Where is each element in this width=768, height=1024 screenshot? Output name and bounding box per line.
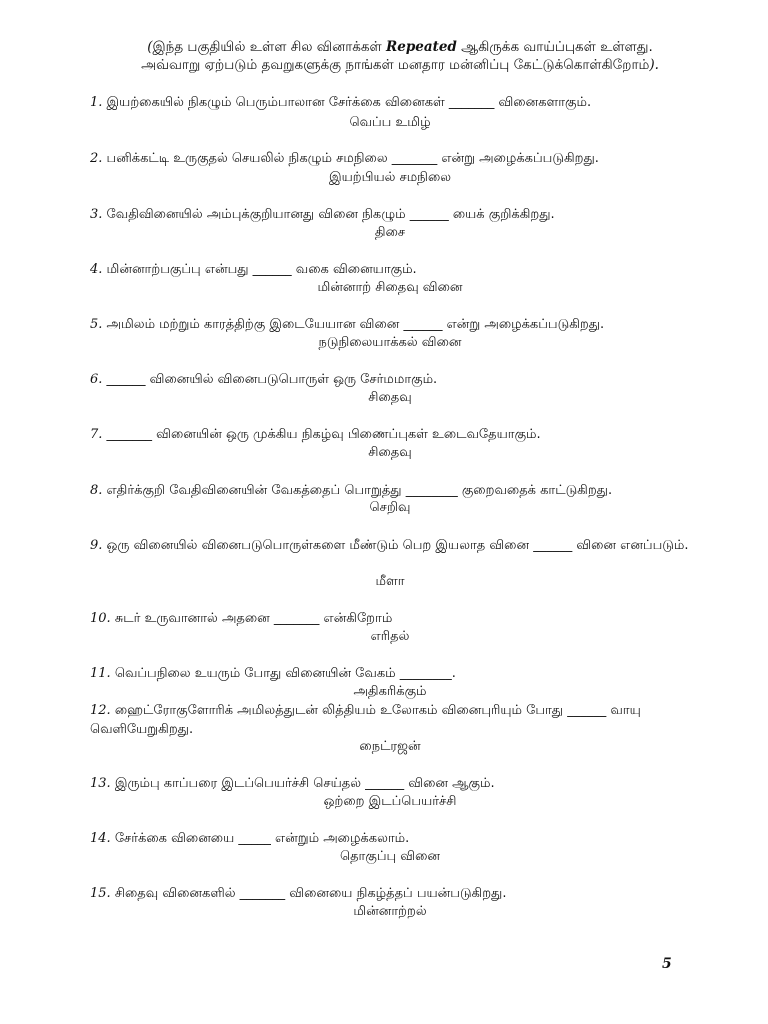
answer-11: அதிகரிக்கும் <box>353 684 427 699</box>
answer-15: மின்னாற்றல் <box>353 904 427 919</box>
answer-13: ஒற்றை இடப்பெயர்ச்சி <box>323 794 457 809</box>
disclaimer-text-1a: இந்த பகுதியில் உள்ள சில வினாக்கள் <box>152 39 387 55</box>
disclaimer-text-1b: ஆகிருக்க வாய்ப்புகள் உள்ளது. <box>456 39 653 55</box>
answer-9: மீளா <box>375 574 405 589</box>
question-number: 15. <box>90 886 111 901</box>
answer-5: நடுநிலையாக்கல் வினை <box>318 335 462 350</box>
question-number: 2. <box>90 151 103 166</box>
disclaimer-note <box>90 38 710 74</box>
question-text: மின்னாற்பகுப்பு என்பது ______ வகை வினையாகும். <box>102 262 417 277</box>
question-number: 12. <box>90 703 111 718</box>
question-text: ஹைட்ரோகுளோரிக் அமிலத்துடன் லித்தியம் உலோகம் வினைபுரியும் போது ______ வாயு வெளியேறுகிறது. <box>90 703 641 737</box>
question-number: 1. <box>90 95 103 110</box>
question-text: வெப்பநிலை உயரும் போது வினையின் வேகம் ________. <box>110 666 456 681</box>
question-text: சேர்க்கை வினையை _____ என்றும் அழைக்கலாம். <box>110 831 410 846</box>
question-number: 6. <box>90 372 103 387</box>
question-text: ______ வினையில் வினைபடுபொருள் ஒரு சேர்மமாகும். <box>102 372 438 387</box>
question-number: 8. <box>90 483 103 498</box>
disclaimer-line-1 <box>90 38 710 56</box>
answer-4: மின்னாற் சிதைவு வினை <box>317 280 463 295</box>
answer-8: செறிவு <box>369 500 411 515</box>
question-text: எதிர்க்குறி வேதிவினையின் வேகத்தைப் பொறுத்து ________ குறைவதைக் காட்டுகிறது. <box>102 483 613 498</box>
close-paren: ). <box>649 57 659 73</box>
question-15 <box>90 884 690 903</box>
answer-10: எரிதல் <box>370 629 410 644</box>
question-text: ஒரு வினையில் வினைபடுபொருள்களை மீண்டும் பெற இயலாத வினை ______ வினை எனப்படும். <box>102 538 689 553</box>
question-11 <box>90 664 690 683</box>
question-number: 11. <box>90 666 111 681</box>
question-text: வேதிவினையில் அம்புக்குறியானது வினை நிகழும் ______ யைக் குறிக்கிறது. <box>102 207 555 222</box>
question-number: 5. <box>90 317 103 332</box>
question-12 <box>90 701 690 739</box>
question-text: இயற்கையில் நிகழும் பெரும்பாலான சேர்க்கை வினைகள் _______ வினைகளாகும். <box>102 95 592 110</box>
answer-7: சிதைவு <box>368 445 412 460</box>
question-text: பனிக்கட்டி உருகுதல் செயலில் நிகழும் சமநிலை _______ என்று அழைக்கப்படுகிறது. <box>102 151 599 166</box>
question-number: 4. <box>90 262 103 277</box>
question-13 <box>90 774 690 793</box>
question-number: 10. <box>90 611 111 626</box>
answer-6: சிதைவு <box>368 390 412 405</box>
disclaimer-line-2 <box>90 56 710 74</box>
question-3 <box>90 205 690 224</box>
question-5 <box>90 315 690 334</box>
answer-14: தொகுப்பு வினை <box>339 849 441 864</box>
disclaimer-text-2: அவ்வாறு ஏற்படும் தவறுகளுக்கு நாங்கள் மனதார மன்னிப்பு கேட்டுக்கொள்கிறோம் <box>141 57 650 73</box>
question-2 <box>90 149 690 168</box>
question-1 <box>90 93 690 112</box>
question-10 <box>90 609 690 628</box>
question-7 <box>90 425 690 444</box>
answer-12: நைட்ரஜன் <box>359 739 421 754</box>
question-number: 13. <box>90 776 111 791</box>
question-14 <box>90 829 690 848</box>
question-number: 7. <box>90 427 103 442</box>
answer-3: திசை <box>374 225 406 240</box>
question-text: _______ வினையின் ஒரு முக்கிய நிகழ்வு பிணைப்புகள் உடைவதேயாகும். <box>102 427 541 442</box>
question-number: 3. <box>90 207 103 222</box>
question-9 <box>90 536 690 555</box>
answer-1: வெப்ப உமிழ் <box>349 115 431 130</box>
question-4 <box>90 260 690 279</box>
question-text: இரும்பு காப்பரை இடப்பெயர்ச்சி செய்தல் ______ வினை ஆகும். <box>110 776 495 791</box>
question-text: சுடர் உருவானால் அதனை _______ என்கிறோம் <box>110 611 393 626</box>
open-paren: ( <box>147 39 153 55</box>
question-8 <box>90 481 690 500</box>
repeated-word: Repeated <box>386 39 457 55</box>
question-number: 14. <box>90 831 111 846</box>
question-text: சிதைவு வினைகளில் _______ வினையை நிகழ்த்தப் பயன்படுகிறது. <box>110 886 507 901</box>
question-6 <box>90 370 690 389</box>
answer-2: இயற்பியல் சமநிலை <box>328 170 452 185</box>
question-text: அமிலம் மற்றும் காரத்திற்கு இடையேயான வினை ______ என்று அழைக்கப்படுகிறது. <box>102 317 605 332</box>
question-number: 9. <box>90 538 103 553</box>
page-number: 5 <box>662 956 672 972</box>
